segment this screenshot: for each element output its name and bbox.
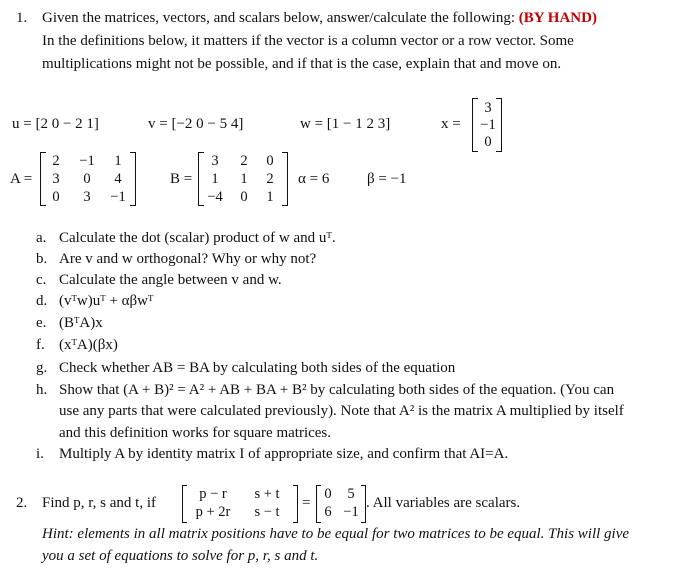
list-item — [36, 228, 336, 248]
q1-number: 1. — [16, 10, 28, 26]
item-label: f. — [36, 337, 45, 353]
by-hand-label: (BY HAND) — [518, 10, 597, 26]
matrix-a-cell: 0 — [52, 189, 60, 205]
beta-value: β = −1 — [367, 171, 407, 187]
q2-number: 2. — [16, 495, 28, 511]
lhs-cell: s + t — [254, 486, 280, 502]
list-item — [36, 249, 317, 269]
lhs-cell: p − r — [199, 486, 227, 502]
matrix-b-cell: 1 — [211, 171, 219, 187]
vector-x-matrix — [472, 98, 502, 152]
matrix-a-cell: −1 — [110, 189, 126, 205]
q1-line1-text: Given the matrices, vectors, and scalars below, answer/calculate the following: — [42, 10, 516, 26]
rhs-cell: 6 — [324, 504, 332, 520]
lhs-cell: s − t — [254, 504, 280, 520]
rhs-cell: 5 — [347, 486, 355, 502]
vector-x-label: x = — [441, 116, 461, 132]
matrix-b-cell: −4 — [207, 189, 223, 205]
item-text: and this definition works for square matrices. — [59, 425, 332, 441]
matrix-a-cell: 4 — [114, 171, 122, 187]
q2-hint-line2: you a set of equations to solve for p, r, s and t. — [42, 548, 319, 564]
matrix-b-cell: 1 — [240, 171, 248, 187]
matrix-b-cell: 3 — [211, 153, 219, 169]
list-item-continuation — [59, 401, 624, 421]
item-text: (BᵀA)x — [59, 315, 103, 331]
q2-lhs-matrix — [182, 485, 298, 523]
vector-u: u = [2 0 − 2 1] — [12, 116, 99, 132]
list-item — [36, 291, 154, 311]
item-label: e. — [36, 315, 47, 331]
list-item — [36, 270, 282, 290]
q1-line3: multiplications might not be possible, and if that is the case, explain that and move on. — [42, 56, 562, 72]
item-label: d. — [36, 293, 48, 309]
item-label: b. — [36, 251, 48, 267]
matrix-a-cell: 3 — [52, 171, 60, 187]
matrix-a-cell: −1 — [79, 153, 95, 169]
list-item-continuation — [59, 423, 331, 443]
matrix-a-label: A = — [10, 171, 33, 187]
q2-rhs-matrix — [316, 485, 366, 523]
list-item — [36, 380, 615, 400]
matrix-b-cell: 0 — [266, 153, 274, 169]
list-item — [36, 358, 456, 378]
rhs-cell: −1 — [343, 504, 359, 520]
matrix-b-cell: 0 — [240, 189, 248, 205]
rhs-cell: 0 — [324, 486, 332, 502]
item-label: h. — [36, 382, 48, 398]
matrix-a-cell: 3 — [83, 189, 91, 205]
list-item — [36, 313, 103, 333]
q2-tail: . All variables are scalars. — [366, 495, 521, 511]
list-item — [36, 335, 118, 355]
vector-v: v = [−2 0 − 5 4] — [148, 116, 244, 132]
item-text: Are v and w orthogonal? Why or why not? — [59, 251, 317, 267]
matrix-a-cell: 1 — [114, 153, 122, 169]
item-text: use any parts that were calculated previously). Note that A² is the matrix A multiplied by itself — [59, 403, 624, 419]
item-label: i. — [36, 446, 44, 462]
alpha-value: α = 6 — [298, 171, 330, 187]
matrix-b-cell: 1 — [266, 189, 274, 205]
matrix-b-cell: 2 — [240, 153, 248, 169]
q2-hint-line1: Hint: elements in all matrix positions have to be equal for two matrices to be equal. This will give — [42, 526, 630, 542]
item-text: Calculate the angle between v and w. — [59, 272, 282, 288]
item-text: Multiply A by identity matrix I of appropriate size, and confirm that AI=A. — [59, 446, 509, 462]
q1-line1 — [42, 10, 597, 27]
vector-w: w = [1 − 1 2 3] — [300, 116, 391, 132]
item-text: (xᵀA)(βx) — [59, 337, 118, 353]
x-cell: 0 — [484, 134, 492, 150]
item-label: c. — [36, 272, 47, 288]
item-label: a. — [36, 230, 47, 246]
matrix-a — [40, 152, 136, 206]
item-text: (vᵀw)uᵀ + αβwᵀ — [59, 293, 154, 309]
item-text: Calculate the dot (scalar) product of w and uᵀ. — [59, 230, 336, 246]
matrix-a-cell: 2 — [52, 153, 60, 169]
matrix-b-cell: 2 — [266, 171, 274, 187]
lhs-cell: p + 2r — [195, 504, 231, 520]
equals-sign: = — [302, 495, 311, 511]
item-text: Show that (A + B)² = A² + AB + BA + B² by calculating both sides of the equation. (You can — [59, 382, 615, 398]
x-cell: −1 — [480, 117, 496, 133]
matrix-b — [198, 152, 288, 206]
q1-line2: In the definitions below, it matters if the vector is a column vector or a row vector. Some — [42, 33, 574, 49]
x-cell: 3 — [484, 100, 492, 116]
item-label: g. — [36, 360, 48, 376]
list-item — [36, 444, 509, 464]
matrix-b-label: B = — [170, 171, 193, 187]
item-text: Check whether AB = BA by calculating both sides of the equation — [59, 360, 456, 376]
matrix-a-cell: 0 — [83, 171, 91, 187]
q2-lead: Find p, r, s and t, if — [42, 495, 156, 511]
